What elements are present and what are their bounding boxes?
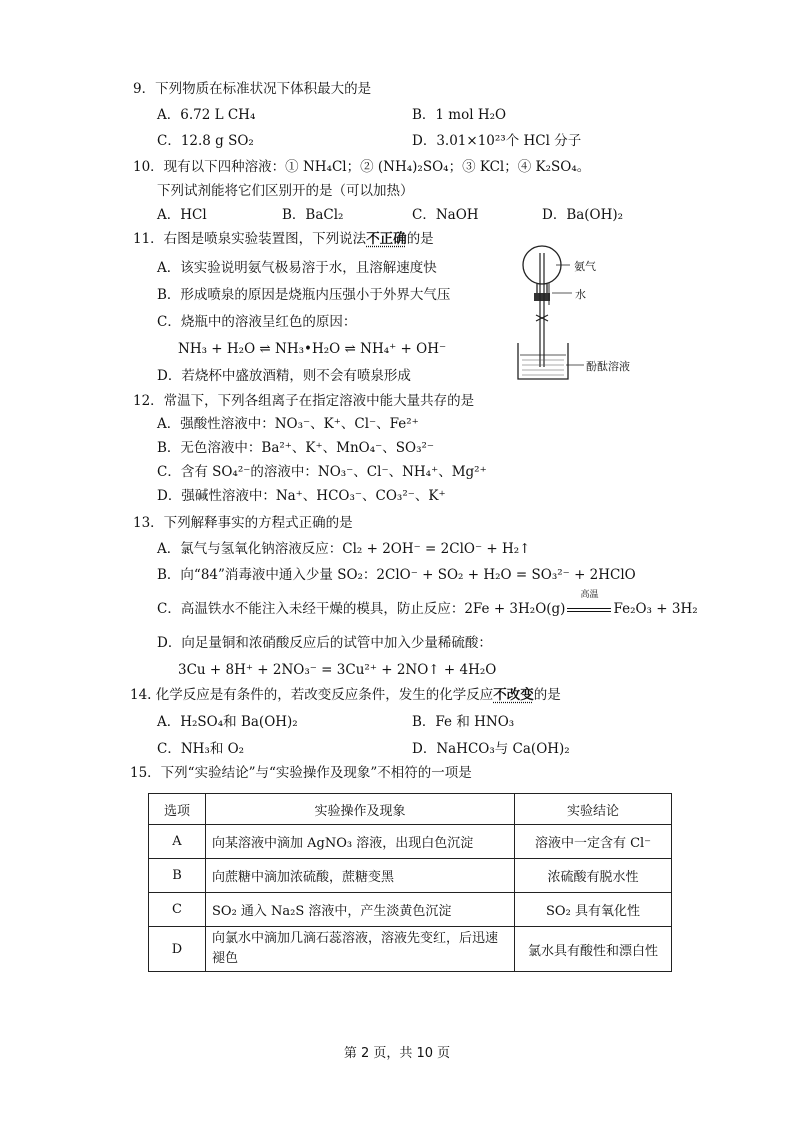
q14-stem-post: 的是 [533, 687, 561, 703]
diagram-label-water: 水 [575, 288, 586, 301]
table-cell-conclusion: 氯水具有酸性和漂白性 [515, 927, 672, 972]
q12-option-a: A．强酸性溶液中：NO₃⁻、K⁺、Cl⁻、Fe²⁺ [157, 416, 419, 432]
table-cell-conclusion: 浓硫酸有脱水性 [515, 859, 672, 893]
q9-stem: 9．下列物质在标准状况下体积最大的是 [133, 81, 372, 97]
table-row [149, 825, 672, 859]
q13-arrow-condition: 高温 [580, 590, 599, 600]
q13-option-d-equation: 3Cu + 8H⁺ + 2NO₃⁻ = 3Cu²⁺ + 2NO↑ + 4H₂O [178, 662, 497, 678]
q10-option-a: A．HCl [157, 207, 207, 223]
q9-option-d: D．3.01×10²³个 HCl 分子 [412, 133, 582, 149]
q15-stem: 15．下列“实验结论”与“实验操作及现象”不相符的一项是 [130, 765, 472, 781]
q14-option-a: A．H₂SO₄和 Ba(OH)₂ [157, 714, 298, 730]
table-cell-conclusion: 溶液中一定含有 Cl⁻ [515, 825, 672, 859]
q13-option-c-post: Fe₂O₃ + 3H₂ [613, 601, 698, 617]
q11-stem-post: 的是 [406, 231, 434, 247]
diagram-label-phenolphthalein: 酚酞溶液 [586, 360, 630, 373]
q14-stem [130, 686, 561, 704]
q13-option-b: B．向“84”消毒液中通入少量 SO₂：2ClO⁻ + SO₂ + H₂O = SO₃²⁻ + 2HClO [157, 567, 636, 583]
q13-reaction-arrow [567, 590, 611, 618]
q9-option-b: B．1 mol H₂O [412, 107, 507, 123]
q9-option-a: A．6.72 L CH₄ [157, 107, 256, 123]
q11-option-c-equation: NH₃ + H₂O ⇌ NH₃•H₂O ⇌ NH₄⁺ + OH⁻ [178, 341, 447, 357]
table-cell-operation: 向蔗糖中滴加浓硫酸，蔗糖变黑 [206, 859, 515, 893]
q11-option-a: A．该实验说明氨气极易溶于水，且溶解速度快 [157, 260, 437, 276]
table-cell-option: D [149, 927, 206, 972]
q12-stem: 12．常温下，下列各组离子在指定溶液中能大量共存的是 [133, 393, 475, 409]
q10-stem-2: 下列试剂能将它们区别开的是（可以加热） [157, 183, 414, 199]
q13-option-c-pre: C．高温铁水不能注入未经干燥的模具，防止反应：2Fe + 3H₂O(g) [157, 601, 566, 617]
q13-option-a: A．氯气与氢氧化钠溶液反应：Cl₂ + 2OH⁻ = 2ClO⁻ + H₂↑ [157, 541, 531, 557]
table-cell-option: C [149, 893, 206, 927]
table-row [149, 893, 672, 927]
q11-stem-pre: 11．右图是喷泉实验装置图，下列说法 [133, 231, 367, 247]
q14-option-d: D．NaHCO₃与 Ca(OH)₂ [412, 741, 570, 757]
q11-option-d: D．若烧杯中盛放酒精，则不会有喷泉形成 [157, 368, 411, 384]
q11-stem-emphasis: 不正确 [366, 231, 407, 247]
diagram-label-ammonia: 氨气 [574, 260, 596, 273]
q10-option-b: B．BaCl₂ [282, 207, 344, 223]
table-row [149, 859, 672, 893]
table-header-row [149, 794, 672, 825]
q11-stem [133, 230, 434, 248]
table-cell-operation: 向氯水中滴加几滴石蕊溶液，溶液先变红，后迅速褪色 [206, 927, 515, 972]
table-header-operation: 实验操作及现象 [206, 794, 515, 825]
fountain-apparatus-diagram [512, 243, 632, 383]
q11-option-b: B．形成喷泉的原因是烧瓶内压强小于外界大气压 [157, 287, 451, 303]
page-footer: 第 2 页，共 10 页 [343, 1046, 451, 1061]
table-cell-conclusion: SO₂ 具有氧化性 [515, 893, 672, 927]
q13-option-d: D．向足量铜和浓硝酸反应后的试管中加入少量稀硫酸： [157, 635, 492, 651]
table-cell-option: B [149, 859, 206, 893]
q12-option-b: B．无色溶液中：Ba²⁺、K⁺、MnO₄⁻、SO₃²⁻ [157, 440, 435, 456]
q14-option-c: C．NH₃和 O₂ [157, 741, 245, 757]
table-cell-option: A [149, 825, 206, 859]
q13-stem: 13．下列解释事实的方程式正确的是 [133, 515, 353, 531]
q14-stem-pre: 14. 化学反应是有条件的，若改变反应条件，发生的化学反应 [130, 687, 494, 703]
q14-stem-emphasis: 不改变 [493, 687, 534, 703]
table-cell-operation: 向某溶液中滴加 AgNO₃ 溶液，出现白色沉淀 [206, 825, 515, 859]
table-header-option: 选项 [149, 794, 206, 825]
table-cell-operation: SO₂ 通入 Na₂S 溶液中，产生淡黄色沉淀 [206, 893, 515, 927]
q10-option-c: C．NaOH [412, 207, 479, 223]
q10-stem: 10．现有以下四种溶液：① NH₄Cl；② (NH₄)₂SO₄；③ KCl；④ K₂SO₄。 [133, 159, 591, 175]
q14-option-b: B．Fe 和 HNO₃ [412, 714, 515, 730]
q9-option-c: C．12.8 g SO₂ [157, 133, 254, 149]
q12-option-c: C．含有 SO₄²⁻的溶液中：NO₃⁻、Cl⁻、NH₄⁺、Mg²⁺ [157, 464, 487, 480]
table-row [149, 927, 672, 972]
q15-experiment-table [148, 793, 672, 972]
q10-option-d: D．Ba(OH)₂ [542, 207, 624, 223]
q12-option-d: D．强碱性溶液中：Na⁺、HCO₃⁻、CO₃²⁻、K⁺ [157, 488, 446, 504]
q11-option-c: C．烧瓶中的溶液呈红色的原因： [157, 314, 357, 330]
table-header-conclusion: 实验结论 [515, 794, 672, 825]
q13-option-c [157, 590, 698, 618]
